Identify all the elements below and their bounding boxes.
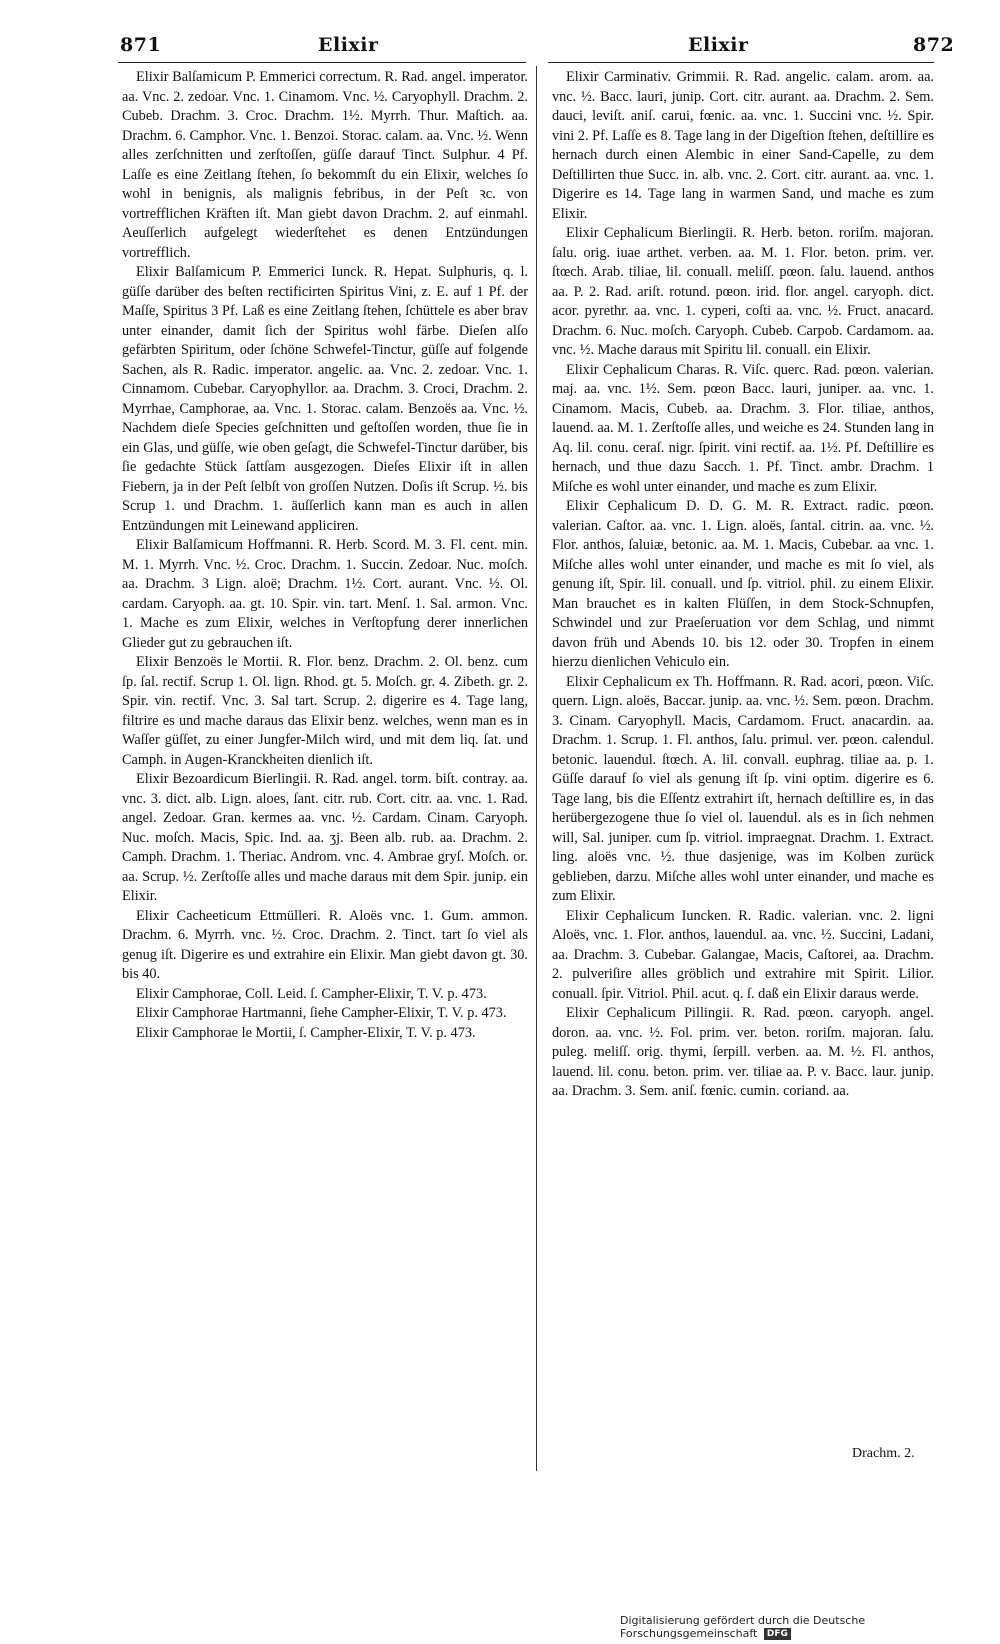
entry-cephalicum-charas: Elixir Cephalicum Charas. R. Viſc. querc. Rad. pœon. valerian. maj. aa. vnc. 1½. Sem. pœon Bacc. lauri, juniper. aa. vnc. 1. Cinamom. Macis, Cubeb. aa. Drachm. 3. Flor. tiliae, anthos, lauend. aa. M. 1. Zerſtoſſe alles, und weiche es 24. Stunden lang in Aq. lil. conu. ceraſ. nigr. ſpirit. vini rectif. aa. 1½. Pf. Deſtillire es hernach, und thue dazu Sacch. 1. Pf. Tinct. ambr. Drachm. 1 Miſche es wohl unter einander, und mache es zum Elixir. <box>552 361 934 495</box>
catchword: Drachm. 2. <box>852 1446 915 1461</box>
entry-cephalicum-ddgm: Elixir Cephalicum D. D. G. M. R. Extract. radic. pœon. valerian. Caſtor. aa. vnc. 1. Lign. aloës, ſantal. citrin. aa. vnc. ½. Flor. anthos, ſaluiæ, betonic. aa. M. 1. Macis, Cubebar. aa vnc. 1. Miſche alles wohl unter einander, und mache es mit ſo viel, als genung iſt, Spir. lil. conuall. und ſp. vitriol. phil. zu einem Elixir. Man brauchet es in kalten Flüſſen, in dem Stock-Schnupfen, Schwindel und zur Praeſeruation vor dem Schlag, und nimmt davon früh und Abends 10. bis 12. oder 30. Tropfen in einem hierzu dienlichen Vehiculo ein. <box>552 498 934 670</box>
entry-carminativ-grimmii: Elixir Carminativ. Grimmii. R. Rad. angelic. calam. arom. aa. vnc. ½. Bacc. lauri, junip. Cort. citr. aurant. aa. Drachm. 2. Sem. dauci, leviſt. aniſ. carui, fœnic. aa. vnc. 1. Succini vnc. ½. Spir. vini 2. Pf. Laſſe es 8. Tage lang in der Digeſtion ſtehen, deſtillire es hernach durch einen Alembic in einer Sand-Capelle, zu dem Deſtillirten thue Succ. in. alb. vnc. 2. Cort. citr. aurant. aa. vnc. 1. Digerire es 14. Tage lang in warmen Sand, und mache es zum Elixir. <box>552 69 934 222</box>
entry-camphorae-coll-leid: Elixir Camphorae, Coll. Leid. ſ. Campher-Elixir, T. V. p. 473. <box>136 985 487 1002</box>
entry-balsamicum-emmerici-correctum: Elixir Balſamicum P. Emmerici correctum. R. Rad. angel. imperator. aa. Vnc. 2. zedoar. Vnc. 1. Cinamom. Vnc. ½. Caryophyll. Drachm. 2. Cubeb. Drachm. 3. Croc. Drachm. 1½. Myrrh. Thur. Maſtich. aa. Drachm. 6. Camphor. Vnc. 1. Benzoi. Storac. calam. aa. Vnc. ½. Wenn alles zerſchnitten und zerſtoſſen, güſſe darauf Tinct. Sulphur. 4 Pf. Laſſe es eine Zeitlang ſtehen, ſo bekommſt du ein Elixir, welches ſo wohl in benignis, als malignis febribus, in der Peſt ꝛc. von vortrefflichen Kräften iſt. Man giebt davon Drachm. 2. auf einmahl. Aeuſſerlich aufgelegt wiederſtehet es denen Entzündungen vortrefflich. <box>122 69 528 261</box>
header-rule-right <box>548 62 934 63</box>
page-number-right: 872 <box>913 34 955 56</box>
running-title-right: Elixir <box>688 34 749 56</box>
column-divider <box>536 66 537 1471</box>
entry-balsamicum-emmerici-iunck: Elixir Balſamicum P. Emmerici Iunck. R. Hepat. Sulphuris, q. l. güſſe darüber des beſten rectificirten Spiritus Vini, z. E. auf 1 Pf. der Maſſe, Spiritus 3 Pf. Laß es eine Zeitlang ſtehen, ſchüttele es aber brav unter einander, damit ſich der Spiritus wohl färbe. Dieſen alſo gefärbten Spiritum, oder ſchöne Schwefel-Tinctur, güſſe auf folgende Sachen, als R. Radic. imperator. angelic. aa. Vnc. 2. zedoar. Vnc. 1. Cinnamom. Cubebar. Caryophyllor. aa. Drachm. 3. Croci, Drachm. 2. Myrrhae, Camphorae, aa. Vnc. 1. Storac. calam. Benzoës aa. Vnc. ½. Nachdem dieſe Species geſchnitten und geſtoſſen worden, thue ſie in ein Glas, und güſſe, wie oben geſagt, die Schwefel-Tinctur darüber, bis ſie gedachte Stück ſattſam ausgezogen. Dieſes Elixir iſt in allen Fiebern, ja in der Peſt ſelbſt von groſſen Nutzen. Doſis iſt Scrup. ½. bis Scrup 1. und Drachm. 1. äuſſerlich kann man es auch in allen Entzündungen mit Leinewand appliciren. <box>122 264 528 534</box>
right-column <box>552 68 934 1102</box>
entry-cephalicum-bierlingii: Elixir Cephalicum Bierlingii. R. Herb. beton. roriſm. majoran. ſalu. orig. iuae arthet. verben. aa. M. 1. Flor. beton. prim. ver. ſtœch. Arab. tiliae, lil. conuall. meliſſ. pœon. ſalu. lauend. anthos aa. P. 2. Rad. ariſt. rotund. pœon. irid. flor. angel. caryoph. dict. acor. pyrethr. aa. vnc. 1. cyperi, coſti aa. vnc. ½. Fruct. anacard. Drachm. 6. Nuc. moſch. Caryoph. Cubeb. Carpob. Cardamom. aa. vnc. ½. Mache daraus mit Spiritu lil. conuall. ein Elixir. <box>552 225 934 358</box>
entry-camphorae-hartmanni: Elixir Camphorae Hartmanni, ſiehe Campher-Elixir, T. V. p. 473. <box>136 1005 507 1021</box>
entry-camphorae-le-mortii: Elixir Camphorae le Mortii, ſ. Campher-Elixir, T. V. p. 473. <box>136 1024 476 1041</box>
page-number-left: 871 <box>120 34 162 56</box>
dfg-logo: DFG <box>764 1628 791 1640</box>
digitization-footer <box>620 1614 1000 1640</box>
footer-text: Digitalisierung gefördert durch die Deutsche Forschungsgemeinschaft <box>620 1614 866 1640</box>
entry-benzoes-le-mortii: Elixir Benzoës le Mortii. R. Flor. benz. Drachm. 2. Ol. benz. cum ſp. ſal. rectif. Scrup 1. Ol. lign. Rhod. gt. 5. Moſch. gr. 4. Zibeth. gr. 2. Spir. vin. rectif. Vnc. 3. Sal tart. Scrup. 2. digerire es 4. Tage lang, filtrire es und mache daraus das Elixir benz. welches, wenn man es in Waſſer güſſet, zu einer Jungfer-Milch wird, und mit dem liq. ſat. und Camph. in Augen-Kranckheiten dienlich iſt. <box>122 654 528 768</box>
entry-cacheeticum-ettmuelleri: Elixir Cacheeticum Ettmülleri. R. Aloës vnc. 1. Gum. ammon. Drachm. 6. Myrrh. vnc. ½. Croc. Drachm. 2. Tinct. tart ſo viel als genug iſt. Digerire es und extrahire ein Elixir. Man giebt davon gt. 30. bis 40. <box>122 907 528 982</box>
entry-balsamicum-hoffmanni: Elixir Balſamicum Hoffmanni. R. Herb. Scord. M. 3. Fl. cent. min. M. 1. Myrrh. Vnc. ½. Croc. Drachm. 1. Succin. Zedoar. Nuc. moſch. aa. Drachm. 3 Lign. aloë; Drachm. 1½. Cort. aurant. Vnc. ½. Ol. cardam. Caryoph. aa. gt. 10. Spir. vin. tart. Menſ. 1. Sal. armon. Vnc. 1. Mache es zum Elixir, welches in Verſtopfung derer innerlichen Glieder gut zu gebrauchen iſt. <box>122 537 528 651</box>
entry-cephalicum-pillingii: Elixir Cephalicum Pillingii. R. Rad. pœon. caryoph. angel. doron. aa. vnc. ½. Fol. prim. ver. beton. roriſm. majoran. ſalu. puleg. meliſſ. orig. thymi, ſerpill. verben. aa. M. ½. Fl. anthos, lauend. lil. conu. beton. prim. ver. tiliae aa. P. v. Bacc. laur. junip. aa. Drachm. 3. Sem. aniſ. fœnic. cumin. coriand. aa. <box>552 1005 934 1099</box>
running-title-left: Elixir <box>318 34 379 56</box>
entry-bezoardicum-bierlingii: Elixir Bezoardicum Bierlingii. R. Rad. angel. torm. biſt. contray. aa. vnc. 3. dict. alb. Lign. aloes, ſant. citr. rub. Cort. citr. aa. vnc. 1. Rad. angel. Zedoar. Gran. kermes aa. vnc. ½. Cardam. Cinam. Caryoph. Nuc. moſch. Macis, Spic. Ind. aa. ʒj. Been alb. rub. aa. Drachm. 2. Camph. Drachm. 1. Theriac. Androm. vnc. 4. Ambrae gryſ. Moſch. or. aa. Scrup. ½. Zerſtoſſe alles und mache daraus mit dem Spir. junip. ein Elixir. <box>122 771 528 904</box>
header-rule-left <box>118 62 526 63</box>
entry-cephalicum-iuncken: Elixir Cephalicum Iuncken. R. Radic. valerian. vnc. 2. ligni Aloës, vnc. 1. Flor. anthos, lauendul. aa. vnc. ½. Succini, Ladani, aa. Drachm. 3. Cubebar. Galangae, Macis, Caſtorei, aa. Drachm. 2. pulveriſire alles gröblich und extrahire mit Spirit. Lilior. conuall. ſpir. Vitriol. Phil. acut. q. ſ. daß ein Elixir daraus werde. <box>552 907 934 1002</box>
left-column <box>122 68 528 1043</box>
entry-cephalicum-hoffmann: Elixir Cephalicum ex Th. Hoffmann. R. Rad. acori, pœon. Viſc. quern. Lign. aloës, Baccar. junip. aa. vnc. ½. Sem. pœon. Drachm. 3. Cinam. Caryophyll. Macis, Cardamom. Fruct. anacardin. aa. Drachm. 1. Scrup. 1. Fl. anthos, ſalu. primul. ver. pœon. calendul. betonic. lauendul. ſtœch. A. lil. convall. euphrag. tiliae aa. p. 1. Güſſe darauf ſo viel als genung iſt ſp. vini optim. digerire es 6. Tage lang, bis die Eſſentz extrahirt iſt, hernach deſtillire es, in das herübergezogene thue ſo viel ol. lauendul. als es in ſich nehmen will, Sal. juniper. cum ſp. vitriol. impraegnat. Drachm. 1. Extract. ling. aloës vnc. ½. thue dasjenige, was im Kolben zurück geblieben, darzu. Miſche alles wohl unter einander, und mache es zum Elixir. <box>552 673 934 904</box>
